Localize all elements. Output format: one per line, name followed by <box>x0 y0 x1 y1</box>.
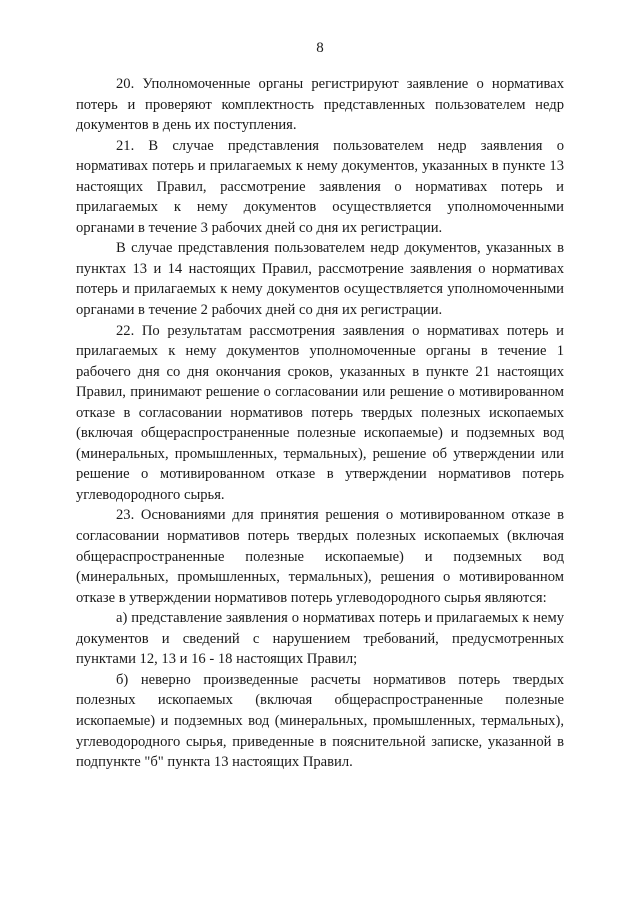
paragraph-21: 21. В случае представления пользователем недр заявления о нормативах потерь и прилагаемых к нему документов, указанных в пункте 13 настоящих Правил, рассмотрение заявления о нормативах потерь и прилагаемых к нему документов осуществляется уполномоченными органами в течение 3 рабочих дней со дня их регистрации. <box>76 137 564 236</box>
paragraph-20: 20. Уполномоченные органы регистрируют заявление о нормативах потерь и проверяют комплектность представленных пользователем недр документов в день их поступления. <box>76 76 564 134</box>
paragraph-21-continued: В случае представления пользователем недр документов, указанных в пунктах 13 и 14 настоящих Правил, рассмотрение заявления о нормативах потерь и прилагаемых к нему документов осуществляется уполномоченными органами в течение 2 рабочих дней со дня их регистрации. <box>76 240 564 319</box>
paragraph-23: 23. Основаниями для принятия решения о мотивированном отказе в согласовании нормативов потерь твердых полезных ископаемых (включая общераспространенные полезные ископаемые) и подземных вод (минеральных, промышленных, термальных), решения о мотивированном отказе в утверждении нормативов потерь углеводородного сырья являются: <box>76 507 564 606</box>
paragraph-23-item-b: б) неверно произведенные расчеты нормативов потерь твердых полезных ископаемых (включая общераспространенные полезные ископаемые) и подземных вод (минеральных, промышленных, термальных), углеводородного сырья, приведенные в пояснительной записке, указанной в подпункте "б" пункта 13 настоящих Правил. <box>76 671 564 771</box>
page-number: 8 <box>316 40 324 56</box>
document-body <box>76 74 564 773</box>
paragraph-22: 22. По результатам рассмотрения заявления о нормативах потерь и прилагаемых к нему документов уполномоченные органы в течение 1 рабочего дня со дня окончания сроков, указанных в пункте 21 настоящих Правил, принимают решение о согласовании или решение о мотивированном отказе в согласовании нормативов потерь твердых полезных ископаемых (включая общераспространенные полезные ископаемые) и подземных вод (минеральных, промышленных, термальных), решение об утверждении или решение о мотивированном отказе в утверждении нормативов потерь углеводородного сырья. <box>76 322 564 503</box>
paragraph-23-item-a: а) представление заявления о нормативах потерь и прилагаемых к нему документов и сведений с нарушением требований, предусмотренных пунктами 12, 13 и 16 - 18 настоящих Правил; <box>76 610 564 668</box>
